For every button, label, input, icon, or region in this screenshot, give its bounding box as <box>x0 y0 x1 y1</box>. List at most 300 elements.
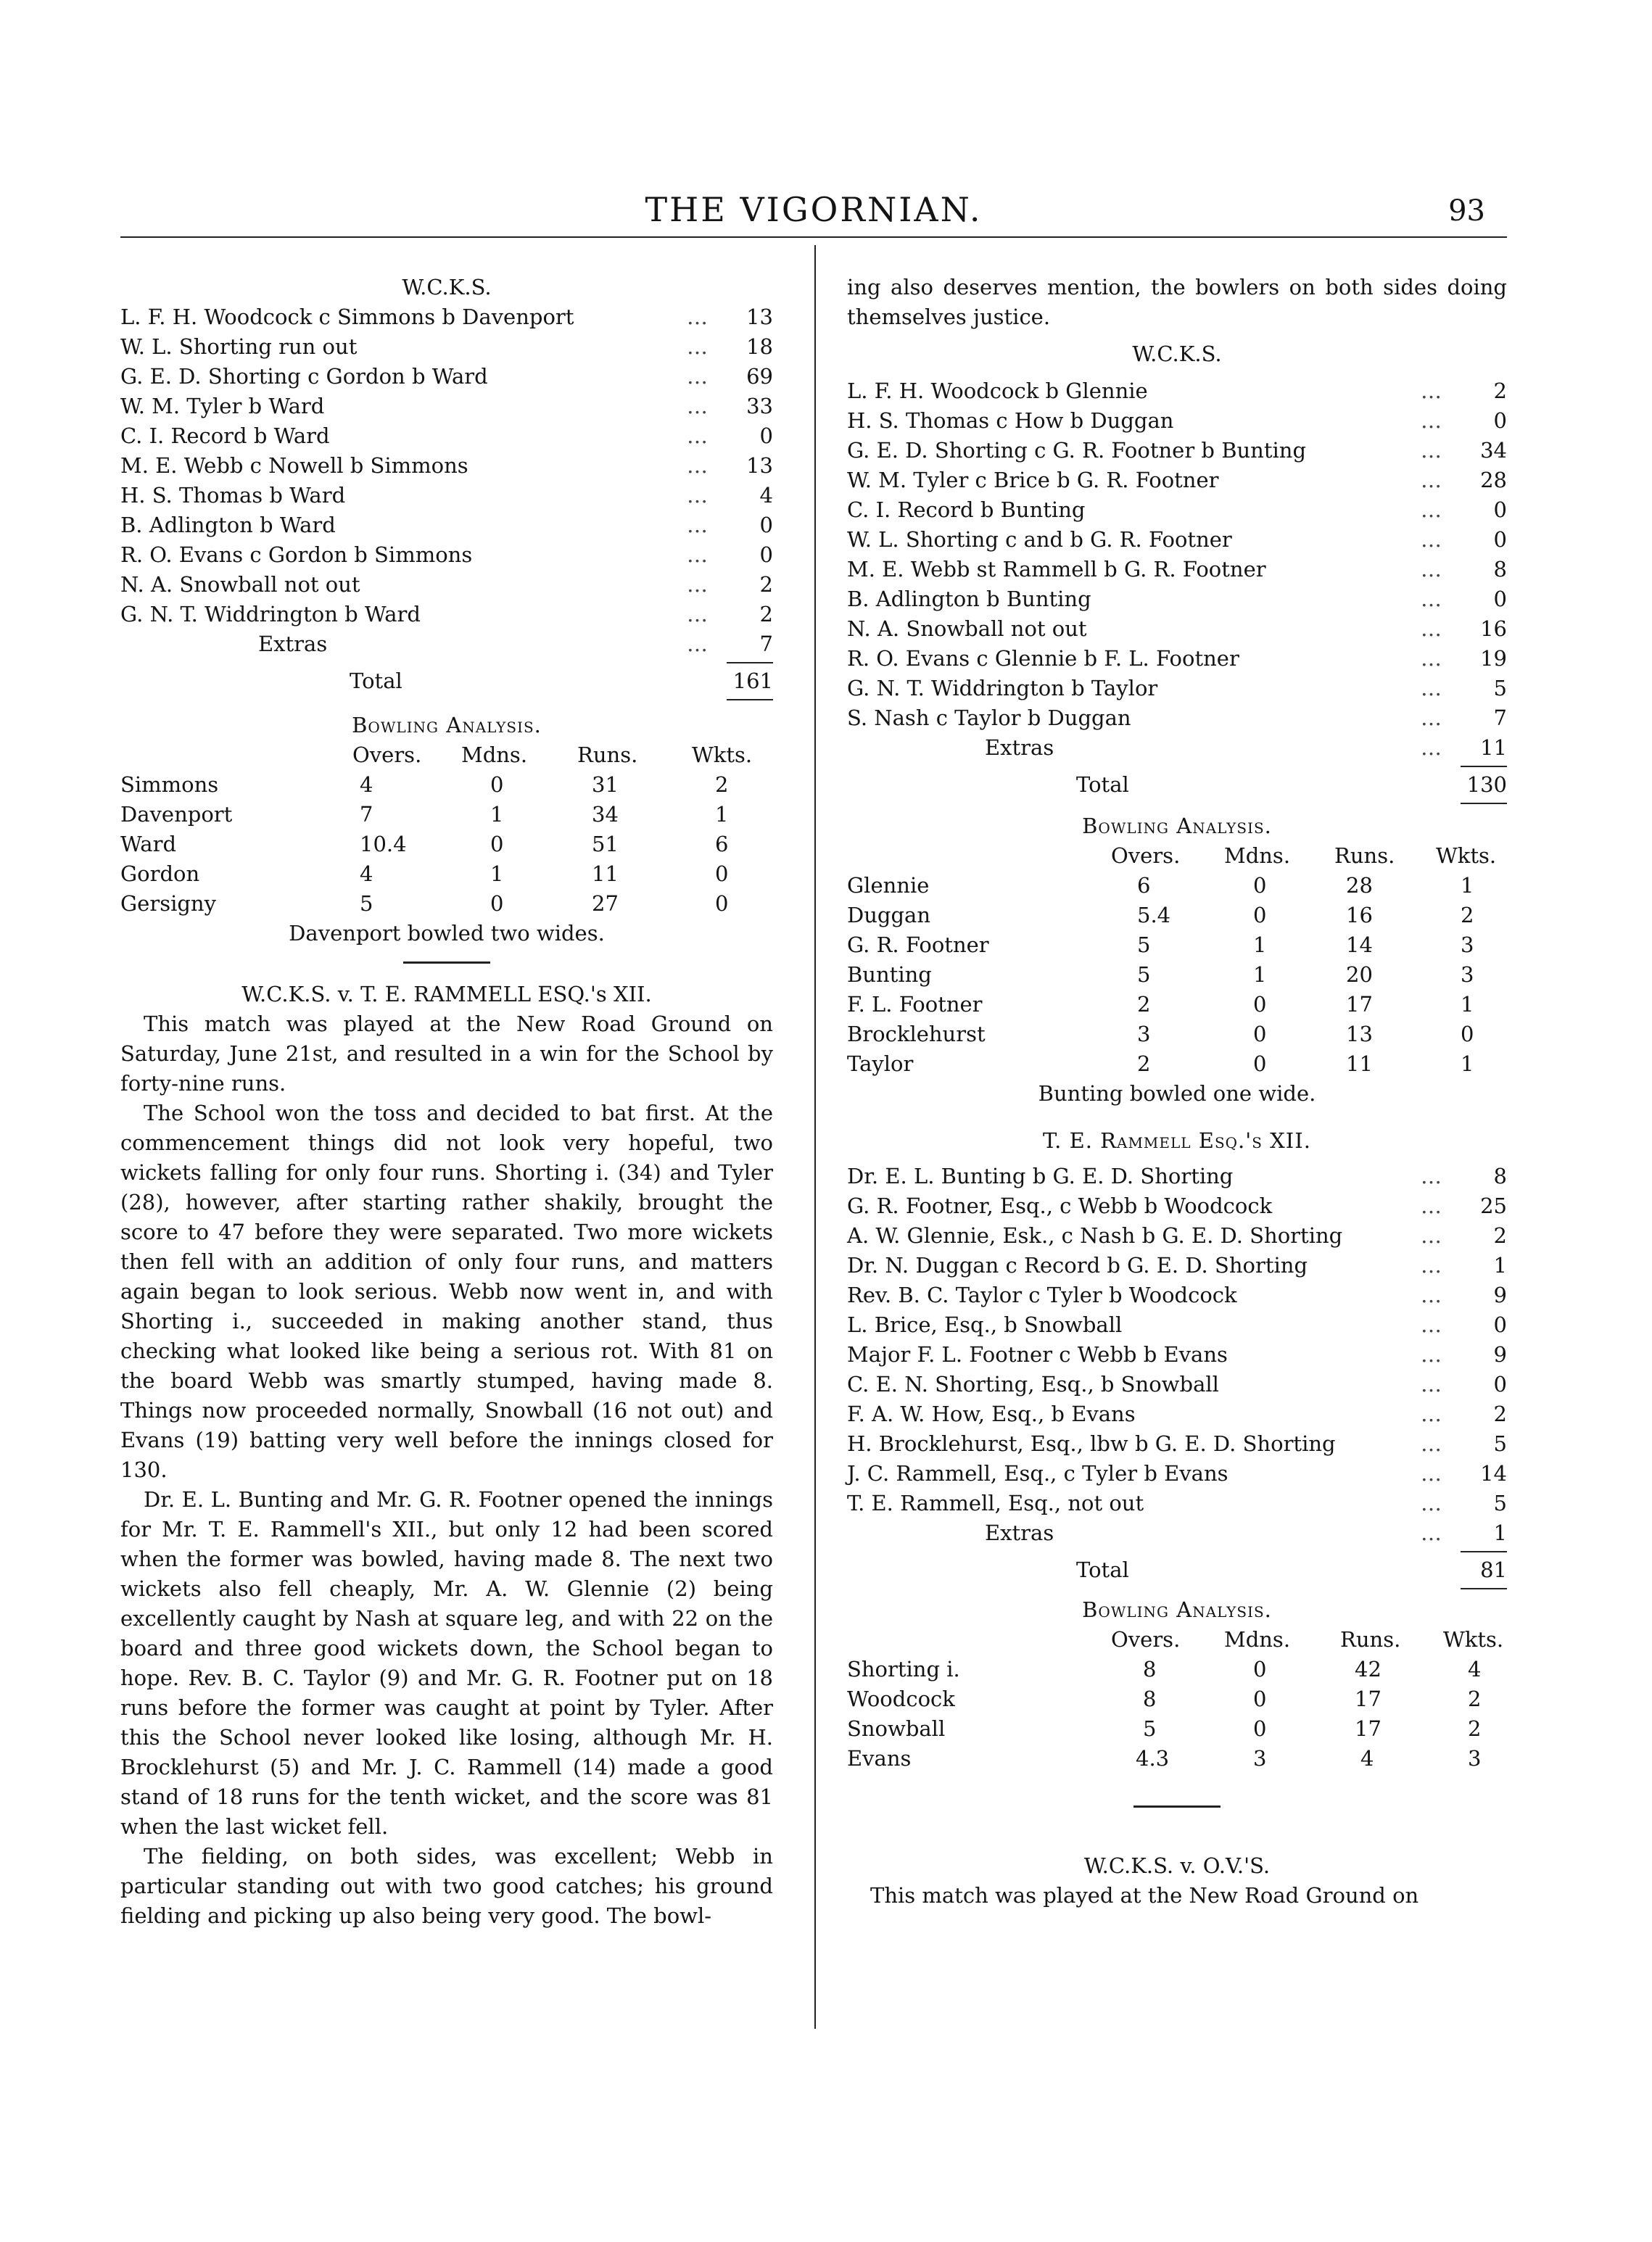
leader-dots: … <box>1421 616 1442 641</box>
runs: 8 <box>1493 557 1507 582</box>
section-separator <box>1133 1805 1221 1808</box>
mdns: 1 <box>490 802 504 827</box>
leader-dots: … <box>1421 1402 1442 1426</box>
runs: 2 <box>1493 1223 1507 1248</box>
bowling-row <box>120 800 773 830</box>
match-heading: W.C.K.S. v. O.V.'S. <box>1083 1853 1271 1878</box>
continuation-text: ing also deserves mention, the bowlers on both sides doing themselves justice. <box>847 275 1507 329</box>
runs: 0 <box>1493 497 1507 522</box>
overs-header: Overs. <box>1111 1627 1181 1652</box>
batsman: G. R. Footner, Esq., c Webb b Woodcock <box>847 1194 1273 1218</box>
runs: 4 <box>759 483 773 508</box>
bowler: Brocklehurst <box>847 1022 986 1046</box>
overs: 8 <box>1143 1657 1157 1682</box>
batsman: S. Nash c Taylor b Duggan <box>847 706 1131 730</box>
leader-dots: … <box>1421 557 1442 582</box>
sum-rule <box>1461 803 1507 804</box>
bowler: Simmons <box>120 772 219 797</box>
leader-dots: … <box>687 513 708 537</box>
scorecard-rows <box>847 376 1507 763</box>
bowling-title: Bowling Analysis. <box>1082 1597 1272 1622</box>
batsman: G. N. T. Widdrington b Ward <box>120 602 421 626</box>
runs: 17 <box>1346 992 1373 1017</box>
batsman: W. L. Shorting run out <box>120 334 358 359</box>
runs: 0 <box>1493 408 1507 433</box>
match-heading: W.C.K.S. v. T. E. RAMMELL ESQ.'s XII. <box>241 982 652 1006</box>
bowling-row <box>847 990 1507 1019</box>
wkts-header: Wkts. <box>692 742 753 767</box>
runs: 2 <box>759 572 773 597</box>
batsman: W. M. Tyler c Brice b G. R. Footner <box>847 468 1219 492</box>
bowling-title: Bowling Analysis. <box>1082 814 1272 838</box>
mdns: 0 <box>1253 1687 1267 1711</box>
sum-rule <box>727 662 773 663</box>
score-row <box>120 540 773 570</box>
batsman: R. O. Evans c Glennie b F. L. Footner <box>847 646 1239 671</box>
overs: 4.3 <box>1136 1746 1170 1771</box>
runs: 34 <box>592 802 619 827</box>
runs: 5 <box>1493 1491 1507 1515</box>
mdns: 1 <box>490 861 504 886</box>
bowling-rows <box>847 1655 1507 1774</box>
overs: 10.4 <box>360 832 407 856</box>
runs: 28 <box>1346 873 1373 898</box>
journal-title: THE VIGORNIAN. <box>645 190 983 229</box>
runs: 0 <box>1493 1312 1507 1337</box>
extras-label: Extras <box>985 1521 1054 1545</box>
batsman: M. E. Webb st Rammell b G. R. Footner <box>847 557 1266 582</box>
bowling-row <box>847 901 1507 930</box>
leader-dots: … <box>1421 1372 1442 1397</box>
batsman: W. M. Tyler b Ward <box>120 394 325 418</box>
bowling-row <box>120 830 773 859</box>
score-row <box>847 644 1507 674</box>
wkts: 6 <box>715 832 729 856</box>
runs: 31 <box>592 772 619 797</box>
bowler: Bunting <box>847 962 932 987</box>
score-row <box>120 451 773 481</box>
score-row <box>847 1399 1507 1429</box>
runs: 4 <box>1360 1746 1374 1771</box>
page-number: 93 <box>1448 194 1485 228</box>
mdns: 0 <box>1253 1022 1267 1046</box>
leader-dots: … <box>1421 1164 1442 1188</box>
runs: 14 <box>1346 932 1373 957</box>
runs: 7 <box>1493 706 1507 730</box>
score-row <box>847 674 1507 703</box>
bowling-row <box>847 960 1507 990</box>
mdns-header: Mdns. <box>1224 843 1291 868</box>
mdns: 0 <box>1253 1051 1267 1076</box>
score-row <box>120 362 773 392</box>
bowler: Ward <box>120 832 177 856</box>
mdns-header: Mdns. <box>1224 1627 1291 1652</box>
bowler: G. R. Footner <box>847 932 989 957</box>
runs: 0 <box>759 513 773 537</box>
report-paragraph: The School won the toss and decided to bat first. At the commencement things did not look very hopeful, two wickets falling for only four runs. Shorting i. (34) and Tyler (28), however, after starting rather shakily, brought the score to 47 before they were separated. Two more wickets then fell with an addition of only four runs, and matters again began to look serious. Webb now went in, and with Shorting i., succeeded in making another stand, thus checking what looked like being a serious rot. With 81 on the board Webb was smartly stumped, having made 8. Things now proceeded normally, Snowball (16 not out) and Evans (19) batting very well before the innings closed for 130. <box>120 1101 773 1482</box>
runs: 33 <box>746 394 773 418</box>
score-row <box>847 495 1507 525</box>
overs: 4 <box>360 861 373 886</box>
mdns-header: Mdns. <box>461 742 528 767</box>
bowler: Evans <box>847 1746 912 1771</box>
runs: 25 <box>1480 1194 1507 1218</box>
bowling-row <box>847 1714 1507 1744</box>
bowler: Gersigny <box>120 891 216 916</box>
runs: 51 <box>592 832 619 856</box>
leader-dots: … <box>1421 408 1442 433</box>
mdns: 0 <box>490 832 504 856</box>
bowling-note: Bunting bowled one wide. <box>1038 1081 1316 1106</box>
extras-label: Extras <box>985 735 1054 760</box>
batsman: R. O. Evans c Gordon b Simmons <box>120 542 473 567</box>
overs: 2 <box>1137 992 1151 1017</box>
section-separator <box>403 961 490 964</box>
sum-rule <box>727 699 773 700</box>
score-row <box>847 525 1507 555</box>
score-row <box>847 1251 1507 1281</box>
leader-dots: … <box>1421 1223 1442 1248</box>
batsman: F. A. W. How, Esq., b Evans <box>847 1402 1136 1426</box>
leader-dots: … <box>1421 527 1442 552</box>
runs: 34 <box>1480 438 1507 463</box>
bowling-header <box>847 1625 1507 1655</box>
scorecard-rows <box>120 302 773 659</box>
leader-dots: … <box>1421 706 1442 730</box>
wkts: 1 <box>1461 992 1474 1017</box>
wkts: 3 <box>1468 1746 1482 1771</box>
score-row <box>120 570 773 600</box>
runs: 0 <box>1493 1372 1507 1397</box>
score-row <box>847 1370 1507 1399</box>
total-value: 81 <box>1480 1558 1507 1582</box>
report-paragraph: The fielding, on both sides, was excellent; Webb in particular standing out with two good catches; his ground fielding and picking up also being very good. The bowl- <box>120 1844 773 1928</box>
runs: 5 <box>1493 1431 1507 1456</box>
runs-header: Runs. <box>577 742 638 767</box>
batsman: B. Adlington b Ward <box>120 513 336 537</box>
batsman: H. S. Thomas c How b Duggan <box>847 408 1174 433</box>
overs: 3 <box>1137 1022 1151 1046</box>
runs: 0 <box>1493 587 1507 611</box>
runs: 17 <box>1355 1687 1382 1711</box>
mdns: 0 <box>1253 1657 1267 1682</box>
bowling-row <box>847 930 1507 960</box>
mdns: 1 <box>1253 932 1267 957</box>
score-row <box>120 392 773 421</box>
runs: 13 <box>746 453 773 478</box>
bowling-header <box>120 740 773 770</box>
runs: 11 <box>1346 1051 1373 1076</box>
batsman: W. L. Shorting c and b G. R. Footner <box>847 527 1232 552</box>
score-row <box>847 406 1507 436</box>
leader-dots: … <box>687 364 708 389</box>
bowling-rows <box>120 770 773 919</box>
total-row <box>847 770 1507 800</box>
score-row <box>120 481 773 510</box>
runs: 1 <box>1493 1521 1507 1545</box>
score-row <box>847 1191 1507 1221</box>
bowling-row <box>847 1049 1507 1079</box>
batsman: C. E. N. Shorting, Esq., b Snowball <box>847 1372 1219 1397</box>
leader-dots: … <box>687 305 708 329</box>
mdns: 3 <box>1253 1746 1267 1771</box>
extras-row <box>847 733 1507 763</box>
runs: 11 <box>1480 735 1507 760</box>
score-row <box>847 1162 1507 1191</box>
score-row <box>847 555 1507 584</box>
runs: 13 <box>1346 1022 1373 1046</box>
score-row <box>120 302 773 332</box>
batsman: G. N. T. Widdrington b Taylor <box>847 676 1158 700</box>
right-column <box>847 273 1507 1911</box>
bowler: Shorting i. <box>847 1657 960 1682</box>
bowling-header <box>847 841 1507 871</box>
score-row <box>847 1221 1507 1251</box>
column-divider <box>814 245 816 2029</box>
runs: 16 <box>1480 616 1507 641</box>
runs: 42 <box>1355 1657 1382 1682</box>
leader-dots: … <box>687 572 708 597</box>
report-paragraph: This match was played at the New Road Ground on Saturday, June 21st, and resulted in a win for the School by forty-nine runs. <box>120 1012 773 1096</box>
wkts: 2 <box>1461 903 1474 927</box>
score-row <box>120 510 773 540</box>
score-row <box>847 376 1507 406</box>
batsman: G. E. D. Shorting c Gordon b Ward <box>120 364 488 389</box>
total-row <box>847 1555 1507 1585</box>
leader-dots: … <box>1421 1253 1442 1278</box>
batsman: C. I. Record b Bunting <box>847 497 1086 522</box>
batsman: B. Adlington b Bunting <box>847 587 1091 611</box>
leader-dots: … <box>1421 676 1442 700</box>
runs: 18 <box>746 334 773 359</box>
extras-label: Extras <box>258 632 328 656</box>
runs: 1 <box>1493 1253 1507 1278</box>
leader-dots: … <box>1421 1194 1442 1218</box>
leader-dots: … <box>1421 1491 1442 1515</box>
score-row <box>120 600 773 629</box>
leader-dots: … <box>1421 1342 1442 1367</box>
overs: 8 <box>1143 1687 1157 1711</box>
bowling-row <box>120 859 773 889</box>
leader-dots: … <box>687 334 708 359</box>
runs: 8 <box>1493 1164 1507 1188</box>
total-label: Total <box>350 669 402 693</box>
wkts: 3 <box>1461 962 1474 987</box>
leader-dots: … <box>687 394 708 418</box>
page-header <box>120 190 1507 241</box>
score-row <box>847 466 1507 495</box>
batsman: H. Brocklehurst, Esq., lbw b G. E. D. Shorting <box>847 1431 1336 1456</box>
leader-dots: … <box>1421 1312 1442 1337</box>
bowling-row <box>847 1655 1507 1684</box>
leader-dots: … <box>687 542 708 567</box>
batsman: N. A. Snowball not out <box>120 572 360 597</box>
overs: 5 <box>1137 962 1151 987</box>
overs-header: Overs. <box>1111 843 1181 868</box>
bowling-title: Bowling Analysis. <box>352 713 542 737</box>
bowling-row <box>847 871 1507 901</box>
wkts: 1 <box>1461 1051 1474 1076</box>
leader-dots: … <box>687 483 708 508</box>
batsman: A. W. Glennie, Esk., c Nash b G. E. D. Shorting <box>847 1223 1343 1248</box>
batsman: H. S. Thomas b Ward <box>120 483 346 508</box>
overs: 7 <box>360 802 373 827</box>
score-row <box>847 614 1507 644</box>
bowler: Davenport <box>120 802 233 827</box>
sum-rule <box>1461 766 1507 767</box>
bowling-row <box>120 770 773 800</box>
leader-dots: … <box>1421 379 1442 403</box>
score-row <box>847 1340 1507 1370</box>
batsman: L. Brice, Esq., b Snowball <box>847 1312 1123 1337</box>
runs: 28 <box>1480 468 1507 492</box>
mdns: 0 <box>1253 903 1267 927</box>
leader-dots: … <box>1421 1431 1442 1456</box>
runs: 5 <box>1493 676 1507 700</box>
leader-dots: … <box>687 453 708 478</box>
runs: 17 <box>1355 1716 1382 1741</box>
runs: 11 <box>592 861 619 886</box>
runs: 19 <box>1480 646 1507 671</box>
score-row <box>847 1429 1507 1459</box>
mdns: 0 <box>490 772 504 797</box>
runs: 20 <box>1346 962 1373 987</box>
total-row <box>120 666 773 696</box>
leader-dots: … <box>1421 468 1442 492</box>
batsman: J. C. Rammell, Esq., c Tyler b Evans <box>847 1461 1228 1486</box>
score-row <box>120 421 773 451</box>
wkts: 2 <box>1468 1687 1482 1711</box>
wkts: 4 <box>1468 1657 1482 1682</box>
mdns: 0 <box>1253 992 1267 1017</box>
wkts: 0 <box>715 891 729 916</box>
runs: 2 <box>759 602 773 626</box>
wkts: 2 <box>715 772 729 797</box>
left-column <box>120 273 773 1931</box>
wkts: 2 <box>1468 1716 1482 1741</box>
bowler: Duggan <box>847 903 931 927</box>
wkts: 0 <box>715 861 729 886</box>
runs: 9 <box>1493 1342 1507 1367</box>
total-value: 130 <box>1466 772 1507 797</box>
leader-dots: … <box>1421 1461 1442 1486</box>
runs: 2 <box>1493 379 1507 403</box>
bowler: Gordon <box>120 861 200 886</box>
leader-dots: … <box>1421 646 1442 671</box>
wkts-header: Wkts. <box>1443 1627 1504 1652</box>
scorecard-rows <box>847 1162 1507 1548</box>
report-paragraph: Dr. E. L. Bunting and Mr. G. R. Footner opened the innings for Mr. T. E. Rammell's XII., but only 12 had been scored when the former was bowled, having made 8. The next two wickets also fell cheaply, Mr. A. W. Glennie (2) being excellently caught by Nash at square leg, and with 22 on the board and three good wickets down, the School began to hope. Rev. B. C. Taylor (9) and Mr. G. R. Footner put on 18 runs before the former was caught at point by Tyler. After this the School never looked like losing, although Mr. H. Brocklehurst (5) and Mr. J. C. Rammell (14) made a good stand of 18 runs for the tenth wicket, and the score was 81 when the last wicket fell. <box>120 1487 773 1839</box>
runs: 69 <box>746 364 773 389</box>
extras-row <box>847 1518 1507 1548</box>
total-label: Total <box>1076 1558 1129 1582</box>
score-row <box>847 1489 1507 1518</box>
runs: 9 <box>1493 1283 1507 1307</box>
leader-dots: … <box>687 602 708 626</box>
runs: 2 <box>1493 1402 1507 1426</box>
runs: 0 <box>759 423 773 448</box>
score-row <box>847 1459 1507 1489</box>
leader-dots: … <box>1421 438 1442 463</box>
sum-rule <box>1461 1588 1507 1589</box>
total-label: Total <box>1076 772 1129 797</box>
score-row <box>847 1281 1507 1310</box>
wkts: 1 <box>1461 873 1474 898</box>
runs: 7 <box>759 632 773 656</box>
batsman: Rev. B. C. Taylor c Tyler b Woodcock <box>847 1283 1237 1307</box>
bowling-row <box>847 1019 1507 1049</box>
extras-row <box>120 629 773 659</box>
score-row <box>120 332 773 362</box>
bowling-row <box>847 1684 1507 1714</box>
overs: 5.4 <box>1137 903 1171 927</box>
batsman: Dr. N. Duggan c Record b G. E. D. Shorting <box>847 1253 1308 1278</box>
overs: 5 <box>360 891 373 916</box>
mdns: 0 <box>1253 1716 1267 1741</box>
bowling-note: Davenport bowled two wides. <box>289 921 605 946</box>
overs: 5 <box>1137 932 1151 957</box>
batsman: Major F. L. Footner c Webb b Evans <box>847 1342 1228 1367</box>
wkts: 1 <box>715 802 729 827</box>
total-value: 161 <box>732 669 773 693</box>
scorecard-title: W.C.K.S. <box>402 275 492 299</box>
leader-dots: … <box>1421 1521 1442 1545</box>
leader-dots: … <box>1421 497 1442 522</box>
overs-header: Overs. <box>352 742 422 767</box>
batsman: L. F. H. Woodcock c Simmons b Davenport <box>120 305 574 329</box>
scorecard-title: W.C.K.S. <box>1132 342 1222 366</box>
wkts: 3 <box>1461 932 1474 957</box>
bowler: Snowball <box>847 1716 946 1741</box>
bowler: Taylor <box>847 1051 914 1076</box>
runs: 16 <box>1346 903 1373 927</box>
mdns: 0 <box>1253 873 1267 898</box>
score-row <box>847 436 1507 466</box>
leader-dots: … <box>1421 587 1442 611</box>
overs: 5 <box>1143 1716 1157 1741</box>
batsman: L. F. H. Woodcock b Glennie <box>847 379 1148 403</box>
runs: 13 <box>746 305 773 329</box>
bowling-rows <box>847 871 1507 1079</box>
leader-dots: … <box>1421 1283 1442 1307</box>
leader-dots: … <box>687 632 708 656</box>
wkts-header: Wkts. <box>1436 843 1497 868</box>
header-rule <box>120 236 1507 238</box>
overs: 2 <box>1137 1051 1151 1076</box>
runs: 0 <box>1493 527 1507 552</box>
bowler: Woodcock <box>847 1687 955 1711</box>
bowling-row <box>847 1744 1507 1774</box>
score-row <box>847 584 1507 614</box>
report-paragraph: This match was played at the New Road Ground on <box>870 1883 1419 1908</box>
batsman: T. E. Rammell, Esq., not out <box>847 1491 1144 1515</box>
runs: 0 <box>759 542 773 567</box>
batsman: N. A. Snowball not out <box>847 616 1087 641</box>
mdns: 0 <box>490 891 504 916</box>
bowling-row <box>120 889 773 919</box>
runs: 14 <box>1480 1461 1507 1486</box>
runs-header: Runs. <box>1340 1627 1401 1652</box>
mdns: 1 <box>1253 962 1267 987</box>
runs-header: Runs. <box>1334 843 1395 868</box>
score-row <box>847 703 1507 733</box>
score-row <box>847 1310 1507 1340</box>
batsman: G. E. D. Shorting c G. R. Footner b Bunting <box>847 438 1307 463</box>
batsman: M. E. Webb c Nowell b Simmons <box>120 453 468 478</box>
sum-rule <box>1461 1551 1507 1552</box>
scorecard-title: T. E. Rammell Esq.'s XII. <box>1043 1128 1311 1153</box>
overs: 4 <box>360 772 373 797</box>
